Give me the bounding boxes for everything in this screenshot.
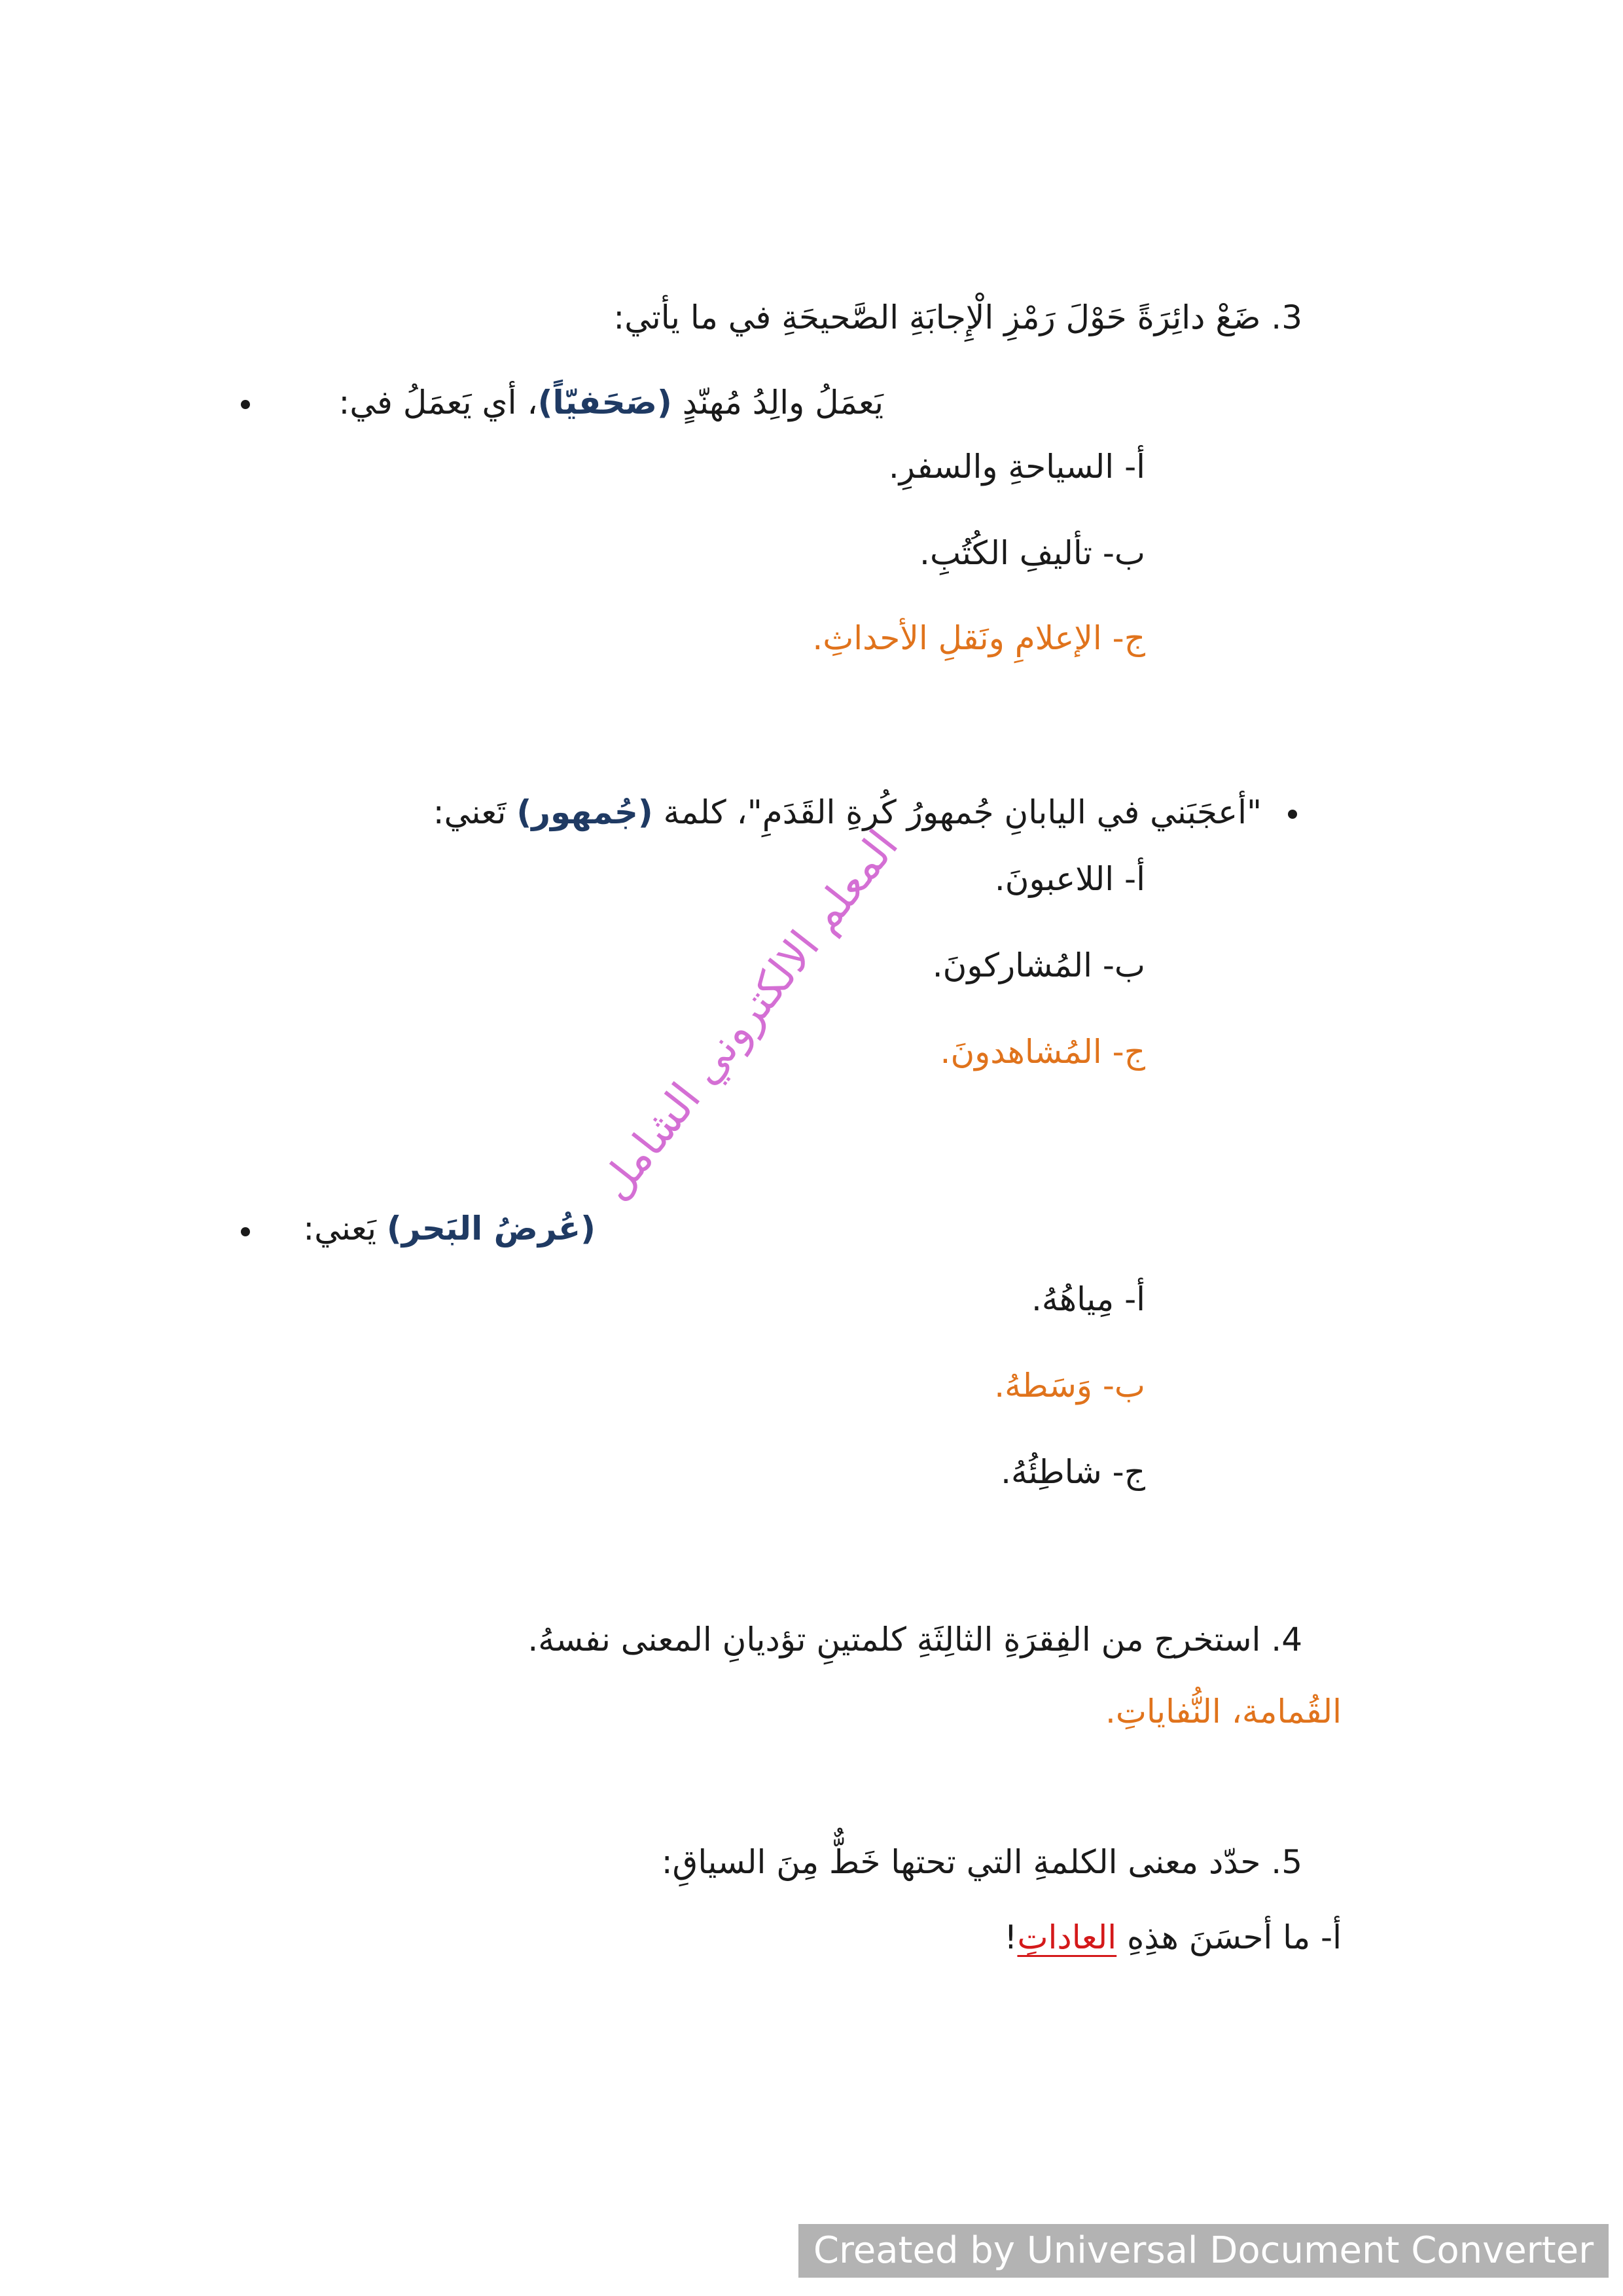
q3-item3-question	[303, 1206, 596, 1251]
q5-underlined-word: العاداتِ	[1017, 1918, 1117, 1956]
q3-item2-option-a: أ- اللاعبونَ.	[994, 860, 1145, 898]
q3-item2-option-b: ب- المُشاركونَ.	[932, 946, 1145, 984]
bullet-icon	[1288, 810, 1297, 819]
q3-item3-suffix: يَعني:	[303, 1210, 387, 1247]
q4-heading: 4. استخرج من الفِقرَةِ الثالِثَةِ كلمتينِ تؤديانِ المعنى نفسهُ.	[527, 1621, 1302, 1659]
bullet-icon	[241, 400, 250, 409]
watermark: المعلم الالكتروني الشامل	[589, 820, 908, 1210]
converter-footer: Created by Universal Document Converter	[798, 2224, 1609, 2278]
q3-item2-keyword: (جُمهور)	[516, 793, 653, 831]
q3-item1-option-a: أ- السياحةِ والسفرِ.	[888, 448, 1145, 486]
q3-item3-option-c: ج- شاطِئُهُ.	[1001, 1453, 1145, 1491]
q3-item2-prefix: "أعجَبَني في اليابانِ جُمهورُ كُرةِ القَدَمِ"، كلمة	[652, 793, 1262, 831]
q5-sentence	[1004, 1914, 1342, 1960]
q5-suffix: !	[1004, 1918, 1018, 1956]
q3-item2-question	[433, 789, 1262, 835]
bullet-icon	[241, 1227, 250, 1236]
q5-prefix: أ- ما أحسَنَ هذِهِ	[1116, 1918, 1342, 1956]
q3-item1-question	[339, 380, 883, 425]
q3-item1-option-b: ب- تأليفِ الكُتُبِ.	[919, 534, 1145, 572]
q3-item2-suffix: تَعني:	[433, 793, 517, 831]
q4-answer: القُمامة، النُّفاياتِ.	[1105, 1693, 1342, 1731]
q3-item3-option-b-answer: ب- وَسَطهُ.	[994, 1367, 1145, 1405]
q3-item3-option-a: أ- مِياهُهُ.	[1031, 1280, 1145, 1318]
q5-heading: 5. حدّد معنى الكلمةِ التي تحتها خَطٌّ مِنَ السياقِ:	[661, 1843, 1302, 1881]
q3-item2-option-c-answer: ج- المُشاهدونَ.	[940, 1033, 1145, 1071]
q3-heading: 3. ضَعْ دائِرَةً حَوْلَ رَمْزِ الْإِجابَةِ الصَّحيحَةِ في ما يأتي:	[613, 298, 1302, 336]
q3-item1-prefix: يَعمَلُ والِدُ مُهنّدٍ	[671, 384, 883, 422]
q3-item1-keyword: (صَحَفيّاً)	[537, 384, 672, 422]
q3-item3-keyword: (عُرضُ البَحر)	[386, 1210, 596, 1247]
q3-item1-option-c-answer: ج- الإعلامِ ونَقلِ الأحداثِ.	[812, 619, 1145, 657]
q3-item1-suffix: ، أي يَعمَلُ في:	[338, 384, 538, 422]
